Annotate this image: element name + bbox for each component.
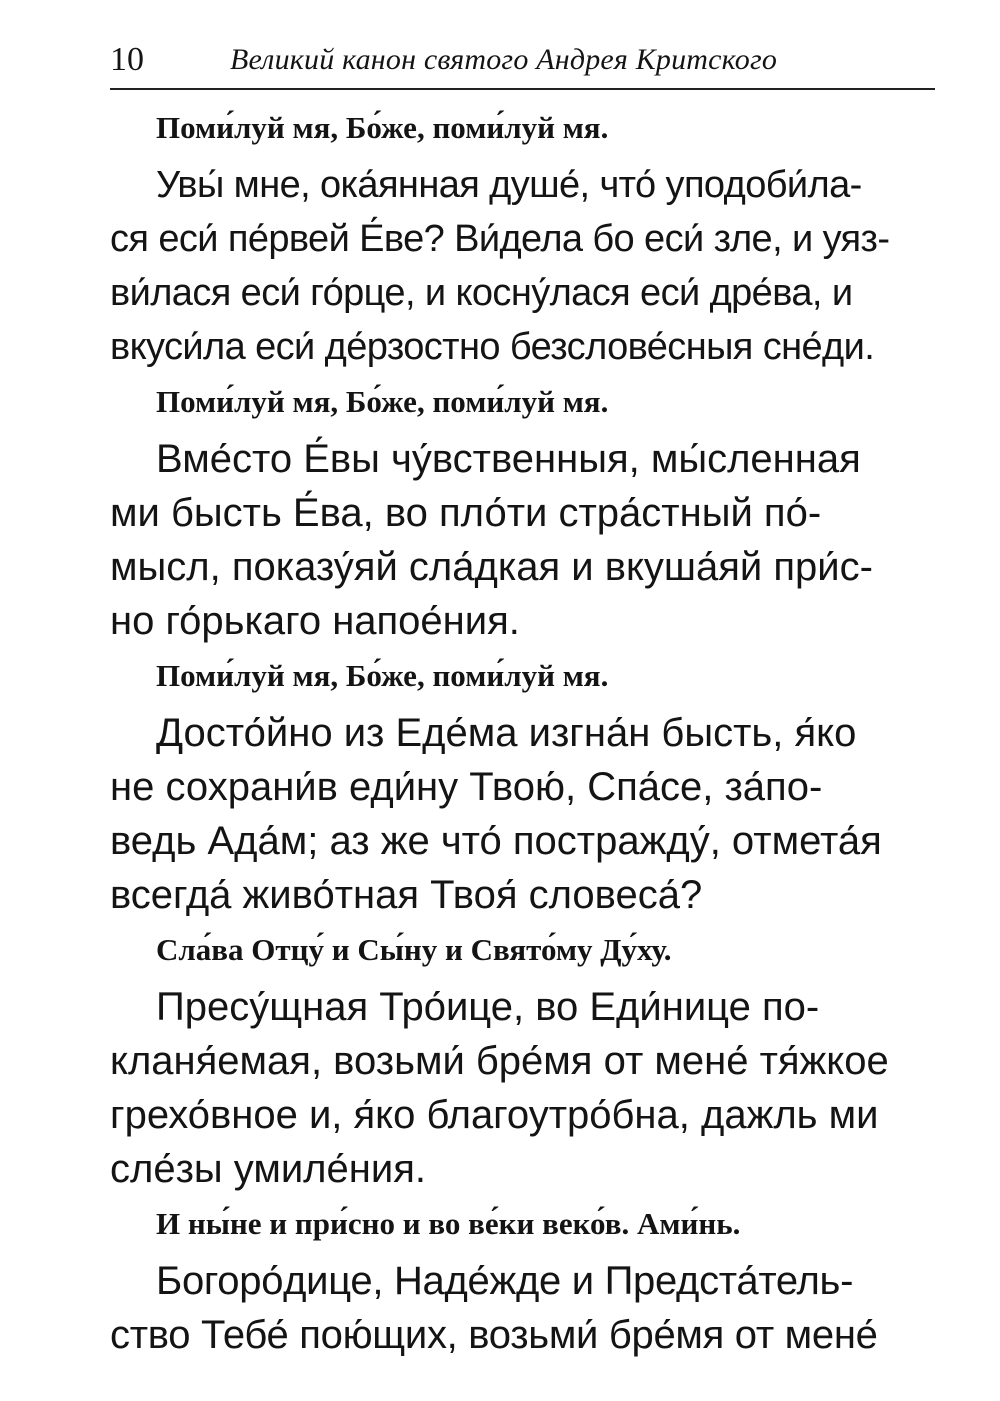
verse-line: не сохрани́в еди́ну Твою́, Спа́се, за́по- xyxy=(110,765,823,809)
verse-line: ся еси́ пе́рвей Е́ве? Ви́дела бо еси́ зле, и уяз- xyxy=(110,218,890,260)
verse-line: Досто́йно из Еде́ма изгна́н бысть, я́ко xyxy=(156,711,857,755)
verse-line: ство Тебе́ пою́щих, возьми́ бре́мя от мене́ xyxy=(110,1313,878,1357)
refrain-doxology: Сла́ва Отцу́ и Сы́ну и Свято́му Ду́ху. xyxy=(156,932,672,967)
troparion xyxy=(110,432,940,648)
page-number: 10 xyxy=(110,41,144,78)
refrain: Поми́луй мя, Бо́же, поми́луй мя. xyxy=(156,110,609,145)
verse-line: Пресу́щная Тро́ице, во Еди́нице по- xyxy=(156,985,820,1029)
verse-line: всегда́ живо́тная Твоя́ словеса́? xyxy=(110,873,703,917)
verse-line: кланя́емая, возьми́ бре́мя от мене́ тя́жкое xyxy=(110,1039,889,1083)
refrain: Поми́луй мя, Бо́же, поми́луй мя. xyxy=(156,658,609,693)
verse-line: мысл, показу́яй сла́дкая и вкуша́яй при́с- xyxy=(110,545,873,589)
refrain: Поми́луй мя, Бо́же, поми́луй мя. xyxy=(156,384,609,419)
verse-line: сле́зы умиле́ния. xyxy=(110,1147,426,1191)
verse-line: вкуси́ла еси́ де́рзостно безслове́сныя сне́ди. xyxy=(110,326,875,368)
refrain-amen: И ны́не и при́сно и во ве́ки веко́в. Ами́нь. xyxy=(156,1206,741,1241)
troparion xyxy=(110,980,940,1196)
verse-line: ми бысть Е́ва, во пло́ти стра́стный по́- xyxy=(110,491,822,535)
verse-line: но го́рькаго напое́ния. xyxy=(110,599,520,643)
verse-line: ведь Ада́м; аз же что́ постражду́, отмета́я xyxy=(110,819,882,863)
verse-line: ви́лася еси́ го́рце, и косну́лася еси́ дре́ва, и xyxy=(110,272,853,314)
running-title: Великий канон святого Андрея Критского xyxy=(230,43,778,76)
verse-line: грехо́вное и, я́ко благоутро́бна, дажль ми xyxy=(110,1093,879,1137)
verse-line: Богоро́дице, Наде́жде и Предста́тель- xyxy=(156,1259,854,1303)
theotokion xyxy=(110,1254,940,1362)
verse-line: Вме́сто Е́вы чу́вственныя, мы́сленная xyxy=(156,437,861,481)
verse-line: Увы́ мне, ока́янная душе́, что́ уподоби́ла- xyxy=(156,164,862,206)
troparion xyxy=(110,158,940,374)
running-head xyxy=(110,38,935,90)
troparion xyxy=(110,706,940,922)
canon-text xyxy=(110,108,940,1370)
